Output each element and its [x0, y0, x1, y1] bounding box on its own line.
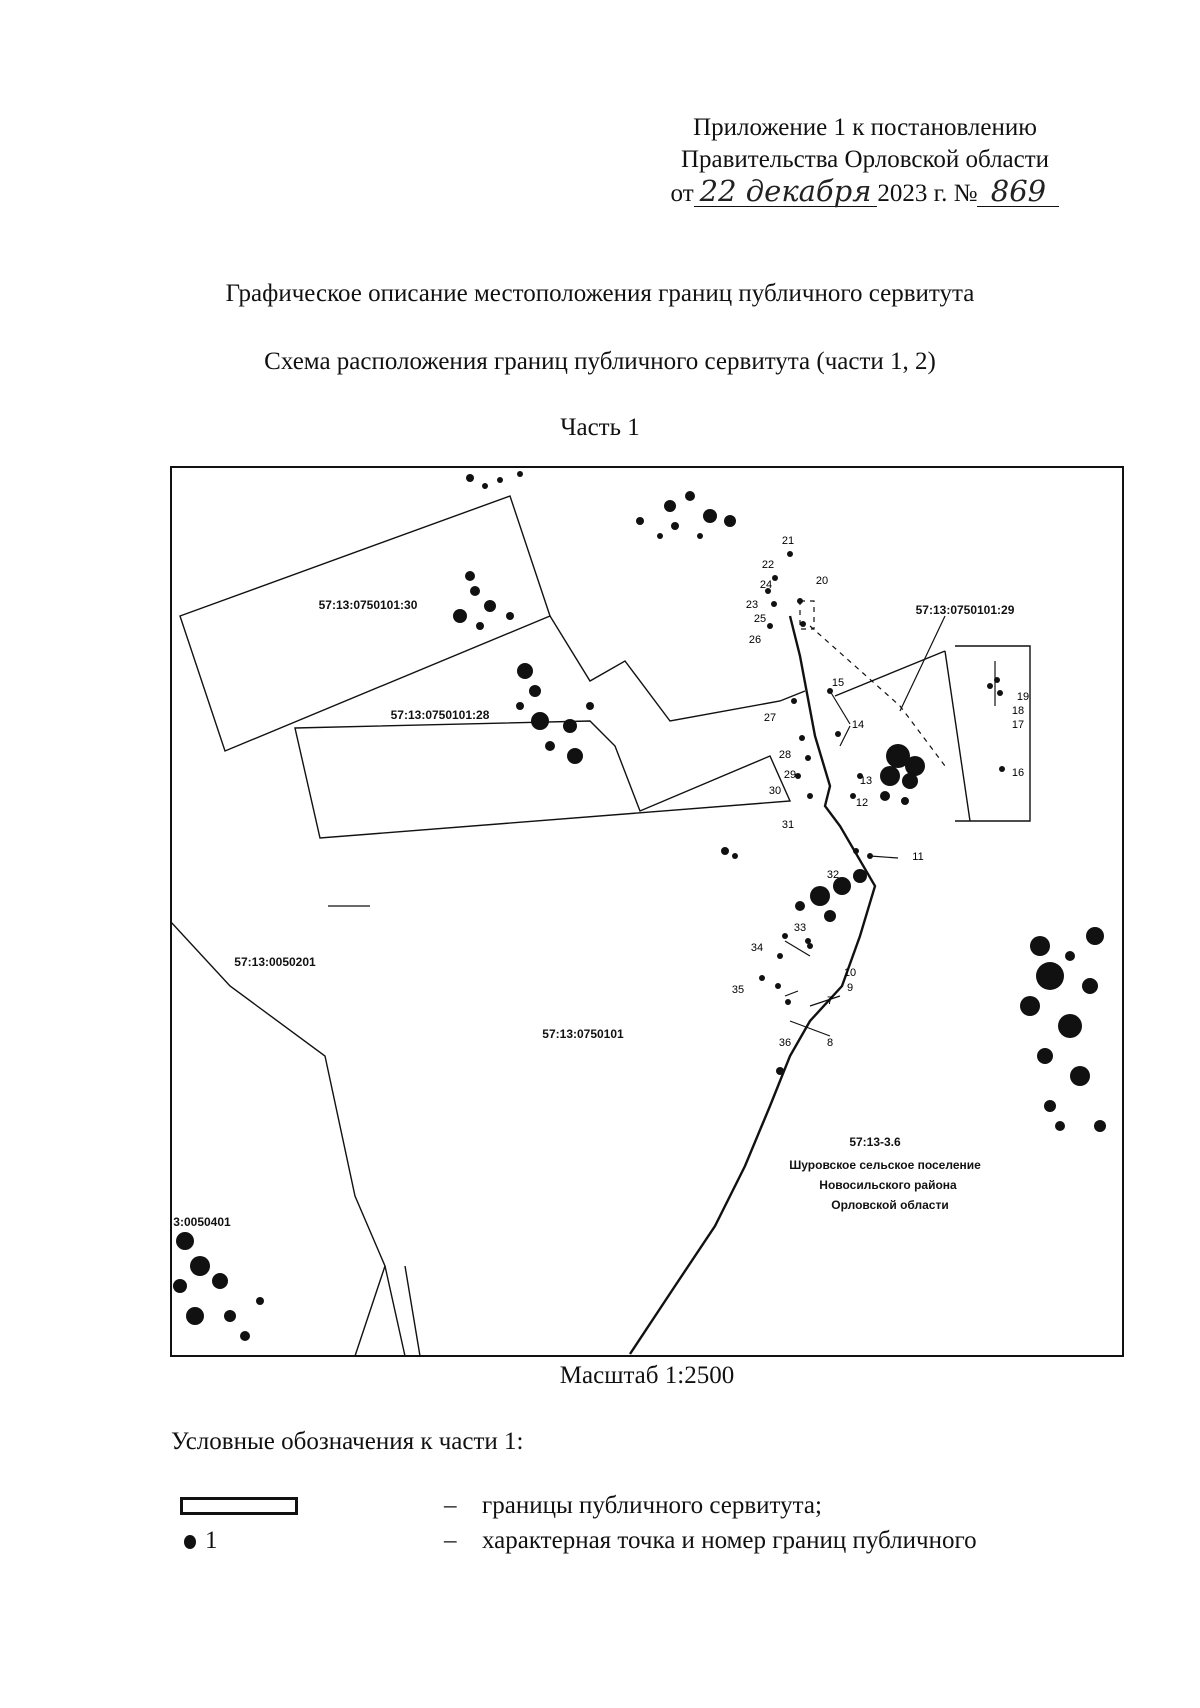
- parcel-label-30: 57:13:0750101:30: [318, 598, 418, 612]
- legend-dash-1: –: [444, 1492, 457, 1519]
- point-label-22: 22: [761, 559, 775, 571]
- legend-boundary-symbol: [180, 1497, 298, 1515]
- header-line-2: Правительства Орловской области: [680, 146, 1050, 173]
- quarter-label-750101: 57:13:0750101: [542, 1027, 624, 1041]
- legend-boundary-text: границы публичного сервитута;: [482, 1492, 822, 1519]
- point-label-28: 28: [778, 749, 792, 761]
- point-label-16: 16: [1011, 767, 1025, 779]
- point-label-34: 34: [750, 942, 764, 954]
- map-frame: [171, 467, 1123, 1356]
- point-label-27: 27: [763, 712, 777, 724]
- point-label-18: 18: [1011, 705, 1025, 717]
- point-label-15: 15: [831, 677, 845, 689]
- zone-label: 57:13-3.6: [849, 1135, 901, 1149]
- point-label-29: 29: [783, 769, 797, 781]
- point-label-25: 25: [753, 613, 767, 625]
- header-line-1: Приложение 1 к постановлению: [693, 114, 1037, 141]
- header-year: 2023 г. №: [877, 180, 978, 207]
- settlement-label-3: Орловской области: [831, 1198, 949, 1212]
- point-label-10: 10: [843, 967, 857, 979]
- point-label-7: 7: [826, 995, 834, 1007]
- parcel-label-29: 57:13:0750101:29: [915, 603, 1015, 617]
- legend-title: Условные обозначения к части 1:: [171, 1428, 524, 1455]
- point-label-31: 31: [781, 819, 795, 831]
- point-label-17: 17: [1011, 719, 1025, 731]
- point-label-13: 13: [859, 775, 873, 787]
- point-label-36: 36: [778, 1037, 792, 1049]
- point-label-11: 11: [912, 851, 924, 863]
- point-label-23: 23: [745, 599, 759, 611]
- document-title: Графическое описание местоположения границ публичного сервитута: [225, 280, 975, 307]
- header-block: [645, 112, 1085, 210]
- point-label-32: 32: [826, 869, 840, 881]
- scheme-title: Схема расположения границ публичного сервитута (части 1, 2): [264, 348, 936, 375]
- point-label-30: 30: [768, 785, 782, 797]
- handwritten-date: 22 декабря: [694, 176, 878, 207]
- scale-label: Масштаб 1:2500: [559, 1362, 735, 1389]
- point-label-9: 9: [846, 982, 854, 994]
- settlement-label-2: Новосильского района: [819, 1178, 957, 1192]
- legend-point-text: характерная точка и номер границ публичного: [482, 1527, 977, 1554]
- handwritten-number: 869: [977, 176, 1059, 207]
- legend-dash-2: –: [444, 1527, 457, 1554]
- point-label-33: 33: [793, 922, 807, 934]
- part-title: Часть 1: [560, 414, 640, 441]
- point-label-35: 35: [731, 984, 745, 996]
- quarter-label-50401: 3:0050401: [173, 1215, 231, 1229]
- quarter-label-50201: 57:13:0050201: [234, 955, 316, 969]
- parcel-label-28: 57:13:0750101:28: [390, 708, 490, 722]
- point-label-21: 21: [781, 535, 795, 547]
- settlement-label-1: Шуровское сельское поселение: [789, 1158, 981, 1172]
- point-label-14: 14: [851, 719, 865, 731]
- servitude-map: [170, 466, 1124, 1357]
- header-prefix: от: [670, 180, 694, 207]
- point-label-12: 12: [855, 797, 869, 809]
- point-label-19: 19: [1016, 691, 1030, 703]
- point-label-24: 24: [759, 579, 773, 591]
- header-line-3: [645, 176, 1085, 210]
- legend-point-number: 1: [205, 1527, 218, 1554]
- legend-point-symbol: [184, 1535, 196, 1549]
- point-label-8: 8: [826, 1037, 834, 1049]
- point-label-26: 26: [748, 634, 762, 646]
- point-label-20: 20: [815, 575, 829, 587]
